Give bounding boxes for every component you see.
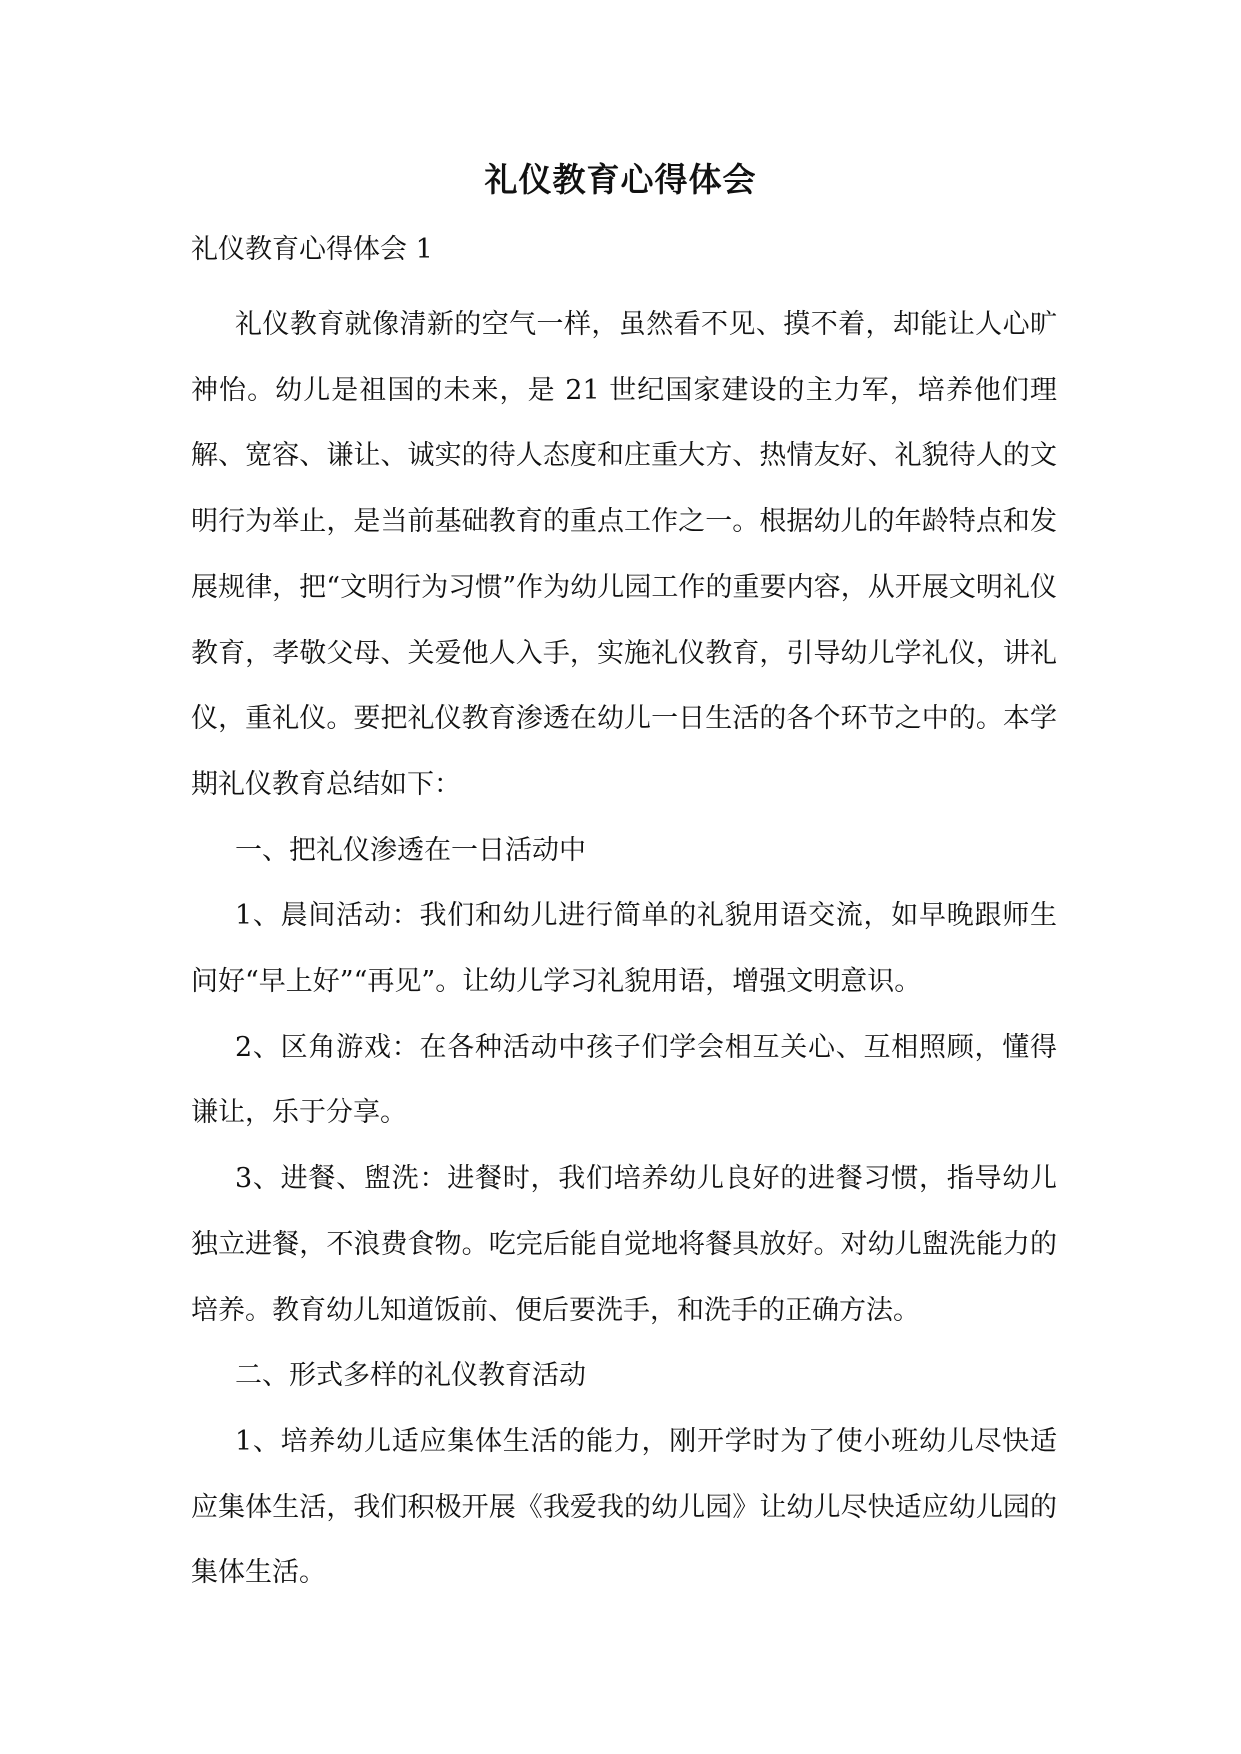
- paragraph-item: 1、培养幼儿适应集体生活的能力，刚开学时为了使小班幼儿尽快适应集体生活，我们积极开展《我爱我的幼儿园》让幼儿尽快适应幼儿园的集体生活。: [191, 1425, 1057, 1589]
- paragraph-intro: 礼仪教育就像清新的空气一样，虽然看不见、摸不着，却能让人心旷神怡。幼儿是祖国的未来，是 21 世纪国家建设的主力军，培养他们理解、宽容、谦让、诚实的待人态度和庄重大方、热情友好、礼貌待人的文明行为举止，是当前基础教育的重点工作之一。根据幼儿的年龄特点和发展规律，把“文明行为习惯”作为幼儿园工作的重要内容，从开展文明礼仪教育，孝敬父母、关爱他人入手，实施礼仪教育，引导幼儿学礼仪，讲礼仪，重礼仪。要把礼仪教育渗透在幼儿一日生活的各个环节之中的。本学期礼仪教育总结如下：: [191, 309, 1057, 800]
- paragraph-item: 3、进餐、盥洗：进餐时，我们培养幼儿良好的进餐习惯，指导幼儿独立进餐，不浪费食物。吃完后能自觉地将餐具放好。对幼儿盥洗能力的培养。教育幼儿知道饭前、便后要洗手，和洗手的正确方法。: [191, 1163, 1057, 1326]
- paragraph-item: 2、区角游戏：在各种活动中孩子们学会相互关心、互相照顾，懂得谦让，乐于分享。: [191, 1031, 1057, 1129]
- section-heading-2: 二、形式多样的礼仪教育活动: [235, 1360, 586, 1392]
- section-heading-1: 一、把礼仪渗透在一日活动中: [235, 834, 586, 866]
- paragraph-item: 1、晨间活动：我们和幼儿进行简单的礼貌用语交流，如早晚跟师生问好“早上好”“再见”。让幼儿学习礼貌用语，增强文明意识。: [191, 900, 1057, 998]
- document-title: 礼仪教育心得体会: [484, 160, 757, 199]
- document-subtitle: 礼仪教育心得体会 1: [191, 234, 433, 265]
- document-body: [191, 292, 1057, 1606]
